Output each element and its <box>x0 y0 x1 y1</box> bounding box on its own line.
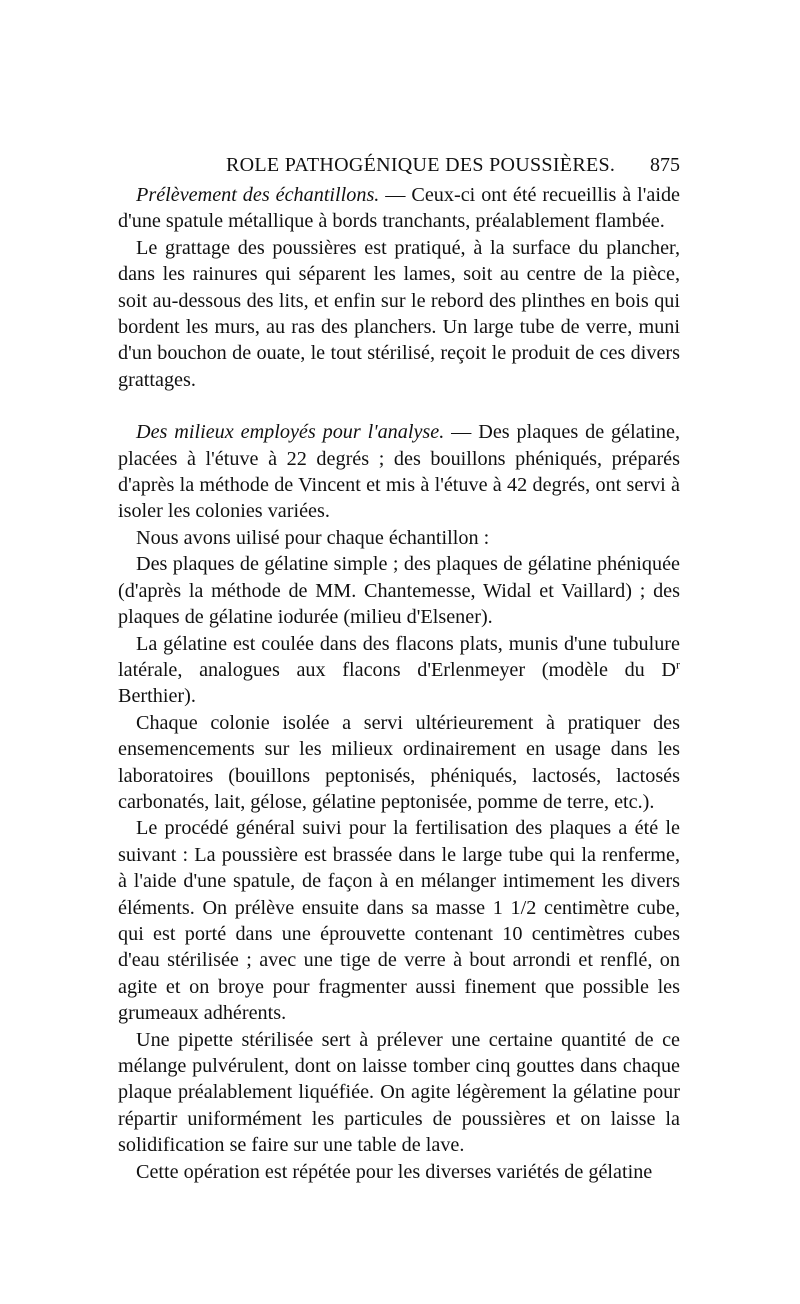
page-body <box>118 182 680 1185</box>
paragraph-gelatine-flacons <box>118 631 680 710</box>
paragraph-grattage: Le grattage des poussières est pratiqué, à la surface du plancher, dans les rainures qui séparent les lames, soit au centre de la pièce, soit au-dessous des lits, et enfin sur le rebord des plinthes en bois qui bordent les murs, au ras des planchers. Un large tube de verre, muni d'un bouchon de ouate, le tout stérilisé, reçoit le produit de ces divers grattages. <box>118 236 680 391</box>
paragraph-prelevement-intro <box>118 182 680 235</box>
paragraph-colonie: Chaque colonie isolée a servi ultérieurement à pratiquer des ensemencements sur les milieux ordinairement en usage dans les laboratoires (bouillons peptonisés, phéniqués, lactosés, lactosés carbonatés, lait, gélose, gélatine peptonisée, pomme de terre, etc.). <box>118 711 680 813</box>
section-heading-prelevement: Prélèvement des échantillons. <box>136 184 380 206</box>
page-header <box>118 150 680 184</box>
paragraph-text: La gélatine est coulée dans des flacons plats, munis d'une tubulure latérale, analogues aux flacons d'Erlenmeyer (modèle du D <box>118 632 680 681</box>
paragraph-text: Berthier). <box>118 685 196 708</box>
paragraph-text: — Ceux-ci ont été recueillis à l'aide d'une spatule métallique à bords tranchants, préalablement flambée. <box>118 184 681 233</box>
running-title: ROLE PATHOGÉNIQUE DES POUSSIÈRES. <box>226 154 616 176</box>
page-number: 875 <box>650 154 680 176</box>
paragraph-text: — Des plaques de gélatine, placées à l'étuve à 22 degrés ; des bouillons phéniqués, préparés d'après la méthode de Vincent et mis à l'étuve à 42 degrés, ont servi à isoler les colonies variées. <box>118 421 680 523</box>
paragraph-milieux-intro <box>118 419 680 525</box>
paragraph-operation: Cette opération est répétée pour les diverses variétés de gélatine <box>136 1160 653 1183</box>
paragraph-procede: Le procédé général suivi pour la fertilisation des plaques a été le suivant : La poussière est brassée dans le large tube qui la renferme, à l'aide d'une spatule, de façon à en mélanger intimement les divers éléments. On prélève ensuite dans sa masse 1 1/2 centimètre cube, qui est porté dans une éprouvette contenant 10 centimètres cubes d'eau stérilisée ; avec une tige de verre à bout arrondi et renflé, on agite et on broye pour fragmenter aussi finement que possible les grumeaux adhérents. <box>118 817 680 1025</box>
section-heading-milieux: Des milieux employés pour l'analyse. <box>136 421 445 444</box>
paragraph-echantillon: Nous avons uilisé pour chaque échantillon : <box>136 526 490 549</box>
superscript-abbreviation: r <box>676 657 680 672</box>
paragraph-pipette: Une pipette stérilisée sert à prélever une certaine quantité de ce mélange pulvérulent, dont on laisse tomber cinq gouttes dans chaque plaque préalablement liquéfiée. On agite légèrement la gélatine pour répartir uniformément les particules de poussières et on laisse la solidification se faire sur une table de lave. <box>118 1028 680 1157</box>
paragraph-plaques: Des plaques de gélatine simple ; des plaques de gélatine phéniquée (d'après la méthode de MM. Chantemesse, Widal et Vaillard) ; des plaques de gélatine iodurée (milieu d'Elsener). <box>118 553 680 629</box>
